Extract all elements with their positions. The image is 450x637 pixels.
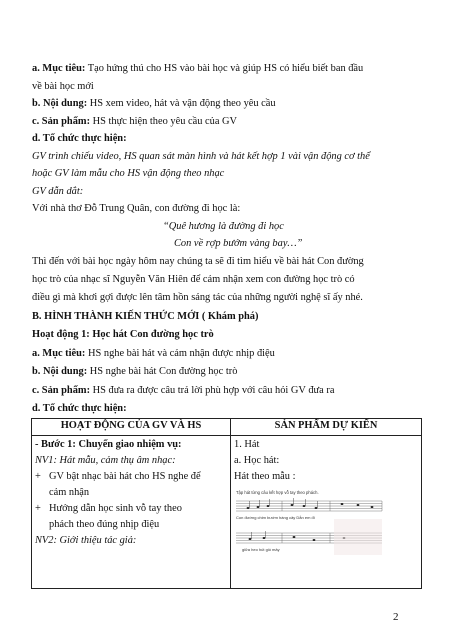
product-line: c. Sản phẩm: HS thực hiện theo yêu cầu của GV [32,116,238,127]
sheet-lyrics-2: giữa heo hút gió mây [242,547,280,552]
learn-singing-label: a. Học hát: [234,455,280,466]
table-row [32,436,422,589]
page-number: 2 [393,611,399,623]
teacher-lead-label: GV dẫn dắt: [32,186,84,197]
bullet-2: + Hướng dẫn học sinh vỗ tay theo [35,503,182,514]
paragraph-line-3: điều gì mà khơi gợi được lên tâm hồn sáng tác của những người nghệ sĩ ấy nhé. [32,292,363,303]
sheet-caption: Tập hát từng câu kết hợp vỗ tay theo phách. [236,490,319,495]
goal-line: a. Mục tiêu: Tạo hứng thú cho HS vào bài học và giúp HS có hiểu biết ban đầu [32,63,364,74]
bullet-1: + GV bật nhạc bài hát cho HS nghe để [35,471,201,482]
bullet-2-cont: phách theo đúng nhịp điệu [49,519,160,530]
poem-line-2: Con về rợp bướm vàng bay…” [174,238,303,249]
paragraph-line-1: Thì đến với bài học ngày hôm nay chúng ta sẽ đi tìm hiểu về bài hát Con đường [32,256,364,267]
goal-line-cont: về bài học mới [32,81,94,92]
paragraph-line-2: học trò của nhạc sĩ Nguyễn Văn Hiên để cảm nhận xem con đường học trò có [32,274,355,285]
organization-heading: d. Tổ chức thực hiện: [32,133,127,144]
step-1-label: - Bước 1: Chuyển giao nhiệm vụ: [35,439,182,450]
task-2-label: NV2: Giới thiệu tác giả: [35,535,137,546]
sing-heading: 1. Hát [234,439,260,450]
activity-organization-heading: d. Tổ chức thực hiện: [32,403,127,414]
instruction-line: GV trình chiếu video, HS quan sát màn hình và hát kết hợp 1 vài vận động cơ thể [32,151,370,162]
activity-goal-line: a. Mục tiêu: HS nghe bài hát và cảm nhận được nhịp điệu [32,348,275,359]
sing-along-label: Hát theo mẫu : [234,471,296,482]
table-header-products: SẢN PHẨM DỰ KIẾN [231,419,422,436]
sheet-lyrics-1: Con đường chim bướm hàng cây Dẫn em đi [236,515,315,520]
activity-1-heading: Hoạt động 1: Học hát Con đường học trò [32,329,214,340]
content-line: b. Nội dung: HS xem video, hát và vận động theo yêu cầu [32,98,276,109]
table-header-row [32,419,422,436]
activities-cell [32,436,231,589]
poet-intro: Với nhà thơ Đỗ Trung Quân, con đường đi học là: [32,203,241,214]
activity-content-line: b. Nội dung: HS nghe bài hát Con đường học trò [32,366,238,377]
activity-product-line: c. Sản phẩm: HS đưa ra được câu trả lời phù hợp với câu hỏi GV đưa ra [32,385,335,396]
bullet-1-cont: cảm nhận [49,487,90,498]
section-b-heading: B. HÌNH THÀNH KIẾN THỨC MỚI ( Khám phá) [32,311,259,322]
table-header-activities: HOẠT ĐỘNG CỦA GV VÀ HS [32,419,231,436]
task-1-label: NV1: Hát mẫu, cảm thụ âm nhạc: [35,455,176,466]
sheet-music-icon [234,487,384,562]
activity-table [31,418,422,589]
sheet-music-image [234,487,384,562]
instruction-line-cont: hoặc GV làm mẫu cho HS vận động theo nhạc [32,168,225,179]
products-cell [231,436,422,589]
poem-line-1: “Quê hương là đường đi học [163,221,284,232]
